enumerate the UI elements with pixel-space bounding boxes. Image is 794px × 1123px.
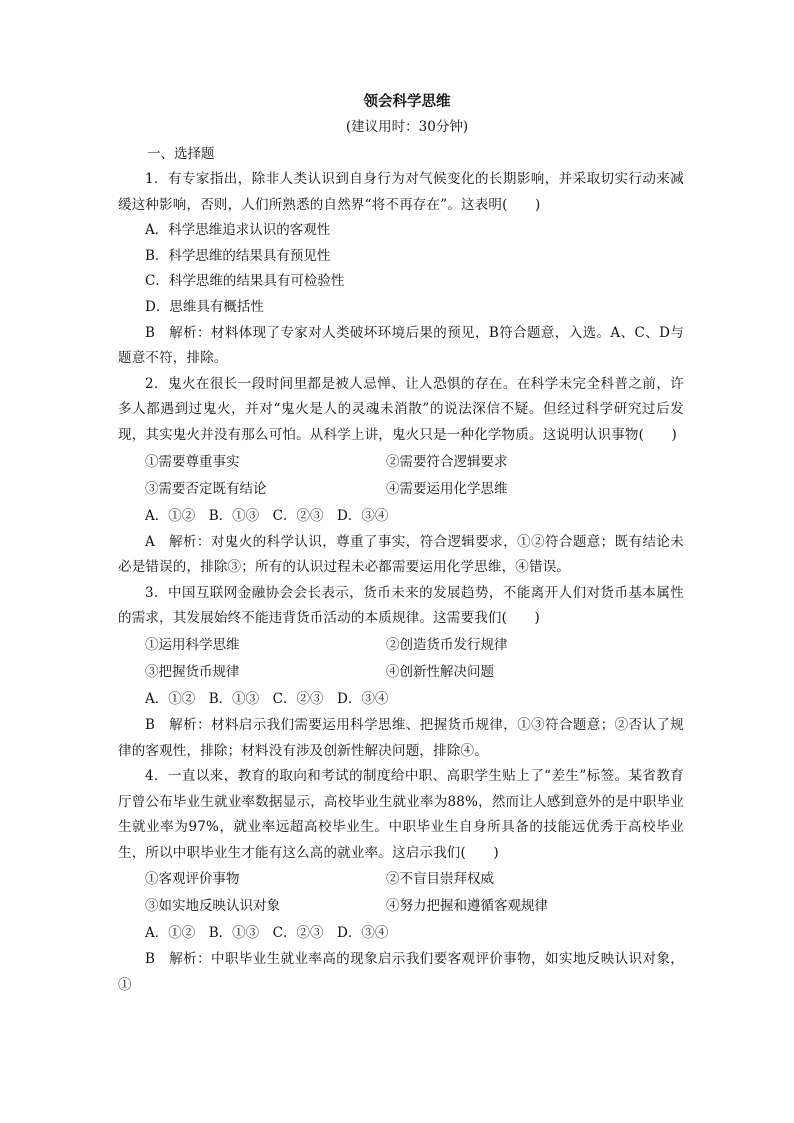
statement-row xyxy=(118,866,684,893)
question-stem: 1．有专家指出，除非人类认识到自身行为对气候变化的长期影响，并采取切实行动来减缓这种影响，否则，人们所熟悉的自然界“将不再存在”。这表明( ) xyxy=(118,171,684,213)
statement-4: ④需要运用化学思维 xyxy=(386,480,508,497)
answer-choices: A．①② B．①③ C．②③ D．③④ xyxy=(145,507,389,524)
page-title: 领会科学思维 xyxy=(363,93,451,110)
statement-3: ③需要否定既有结论 xyxy=(145,480,267,497)
statement-3: ③如实地反映认识对象 xyxy=(145,898,280,915)
question-4 xyxy=(118,764,684,999)
option-d: D．思维具有概括性 xyxy=(145,298,264,315)
statement-1: ①客观评价事物 xyxy=(145,871,240,888)
statement-2: ②不盲目崇拜权威 xyxy=(386,871,494,888)
answer-choices: A．①② B．①③ C．②③ D．③④ xyxy=(145,925,389,942)
answer-analysis: B 解析：中职毕业生就业率高的现象启示我们要客观评价事物，如实地反映认识对象，① xyxy=(118,951,684,994)
question-stem: 4．一直以来，教育的取向和考试的制度给中职、高职学生贴上了“差生”标签。某省教育厅曾公布毕业生就业率数据显示，高校毕业生就业率为88%，然而让人感到意外的是中职毕业生就业率为97%，就业率远超高校毕业生。中职毕业生自身所具备的技能远优秀于高校毕业生，所以中职毕业生才能有这么高的就业率。这启示我们( ) xyxy=(118,768,684,861)
answer-analysis: A 解析：对鬼火的科学认识，尊重了事实，符合逻辑要求，①②符合题意；既有结论未必是错误的，排除③；所有的认识过程未必都需要运用化学思维，④错误。 xyxy=(118,533,684,576)
question-stem: 3．中国互联网金融协会会长表示，货币未来的发展趋势，不能离开人们对货币基本属性的需求，其发展始终不能违背货币活动的本质规律。这需要我们( ) xyxy=(118,584,684,627)
statement-2: ②需要符合逻辑要求 xyxy=(386,453,508,470)
statement-row xyxy=(118,449,684,476)
statement-4: ④创新性解决问题 xyxy=(386,663,494,680)
statement-1: ①运用科学思维 xyxy=(145,636,240,653)
question-1 xyxy=(118,167,684,372)
option-b: B．科学思维的结果具有预见性 xyxy=(145,247,331,264)
section-heading: 一、选择题 xyxy=(147,146,215,162)
statement-3: ③把握货币规律 xyxy=(145,663,240,680)
answer-choices: A．①② B．①③ C．②③ D．③④ xyxy=(145,690,389,707)
statement-row xyxy=(118,893,684,920)
question-2 xyxy=(118,372,684,581)
question-stem: 2．鬼火在很长一段时间里都是被人忌惮、让人恐惧的存在。在科学未完全科普之前，许多人都遇到过鬼火，并对“鬼火是人的灵魂未消散”的说法深信不疑。但经过科学研究过后发现，其实鬼火并没有那么可怕。从科学上讲，鬼火只是一种化学物质。这说明认识事物( ) xyxy=(118,375,684,443)
statement-1: ①需要尊重事实 xyxy=(145,453,240,470)
answer-analysis: B 解析：材料启示我们需要运用科学思维、把握货币规律，①③符合题意；②否认了规律的客观性，排除；材料没有涉及创新性解决问题，排除④。 xyxy=(118,716,684,759)
suggested-time: (建议用时：30分钟) xyxy=(345,119,469,135)
option-a: A．科学思维追求认识的客观性 xyxy=(145,222,331,239)
statement-row xyxy=(118,659,684,686)
statement-row xyxy=(118,632,684,659)
question-3 xyxy=(118,581,684,764)
statement-2: ②创造货币发行规律 xyxy=(386,636,508,653)
statement-4: ④努力把握和遵循客观规律 xyxy=(386,898,548,915)
answer-analysis: B 解析：材料体现了专家对人类破坏环境后果的预见，B符合题意，入选。A、C、D与题意不符，排除。 xyxy=(118,324,684,367)
option-c: C．科学思维的结果具有可检验性 xyxy=(145,273,345,290)
statement-row xyxy=(118,476,684,503)
